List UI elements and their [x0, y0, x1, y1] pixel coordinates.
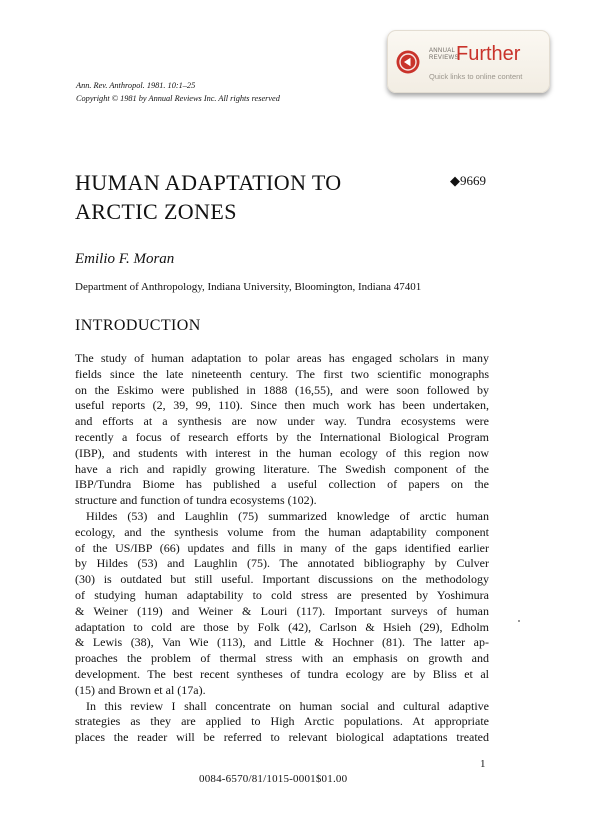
body-line: of studying human adaptability to cold stress are presented by Yoshimura: [75, 587, 489, 602]
further-arrow-icon: [396, 50, 420, 74]
body-line: by Hildes (53) and Laughlin (75). The annotated bibliography by Culver: [75, 556, 489, 571]
section-heading: INTRODUCTION: [75, 317, 201, 334]
author-affiliation: Department of Anthropology, Indiana University, Bloomington, Indiana 47401: [75, 281, 422, 293]
body-line: strategies as they are applied to High Arctic populations. At appropriate: [75, 714, 489, 729]
copyright-notice: Copyright © 1981 by Annual Reviews Inc. All rights reserved: [76, 94, 280, 103]
article-title: [75, 168, 415, 226]
journal-citation: Ann. Rev. Anthropol. 1981. 10:1–25: [76, 81, 196, 90]
body-line: on the Eskimo were published in 1888 (16,55), and were soon followed by: [75, 382, 489, 397]
citation-block: [76, 79, 336, 105]
title-line: ARCTIC ZONES: [75, 199, 237, 224]
body-line: (IBP), and students with interest in the human ecology of this region now: [75, 445, 489, 460]
body-line: and efforts at a synthesis are now under way. Tundra ecosystems were: [75, 414, 489, 429]
body-line: (15) and Brown et al (17a).: [75, 682, 206, 697]
body-line: ecology, and the synthesis volume from the human adaptability component: [75, 524, 489, 539]
body-line: structure and function of tundra ecosystems (102).: [75, 493, 317, 508]
body-line: development. The best recent syntheses of tundra ecology are by Bliss et al: [75, 666, 489, 681]
body-line: In this review I shall concentrate on human social and cultural adaptive: [86, 698, 489, 713]
footer-code: 0084-6570/81/1015-0001$01.00: [199, 773, 348, 785]
body-line: The study of human adaptation to polar areas has engaged scholars in many: [75, 351, 489, 365]
body-line: adaptation to cold are those by Folk (42), Carlson & Hsieh (29), Edholm: [75, 619, 489, 634]
annual-reviews-further-button[interactable]: [387, 30, 550, 93]
body-line: places the reader will be referred to relevant biological adaptations treated: [75, 730, 489, 745]
body-line: proaches the problem of thermal stress with an emphasis on growth and: [75, 651, 489, 666]
further-logo-text: Further: [456, 43, 521, 65]
body-line: of the US/IBP (66) updates and fills in many of the gaps identified earlier: [75, 540, 489, 555]
further-reviews-label: REVIEWS: [429, 55, 459, 61]
body-line: have a rich and rapidly growing literature. The Swedish component of the: [75, 461, 489, 476]
body-line: fields since the late nineteenth century. The first two scientific monographs: [75, 366, 489, 381]
body-line: Hildes (53) and Laughlin (75) summarized knowledge of arctic human: [86, 508, 489, 523]
body-text: [75, 351, 489, 746]
body-line: (30) is outdated but still useful. Important discussions on the methodology: [75, 572, 489, 587]
scan-speck: [518, 620, 520, 622]
article-code: ◆9669: [450, 173, 486, 188]
page-number: 1: [480, 758, 486, 770]
body-line: IBP/Tundra Biome has published a useful collection of papers on the: [75, 477, 489, 492]
body-line: & Weiner (119) and Weiner & Louri (117). Important surveys of human: [75, 603, 489, 618]
title-line: HUMAN ADAPTATION TO: [75, 170, 342, 195]
further-subtitle: Quick links to online content: [429, 72, 523, 81]
body-line: recently a focus of research efforts by the International Biological Program: [75, 429, 489, 444]
body-line: & Lewis (38), Van Wie (113), and Little & Hochner (81). The latter ap-: [75, 635, 489, 650]
further-annual-label: ANNUAL: [429, 48, 456, 54]
body-line: useful reports (2, 39, 99, 110). Since then much work has been undertaken,: [75, 398, 489, 413]
author-name: Emilio F. Moran: [75, 251, 175, 267]
